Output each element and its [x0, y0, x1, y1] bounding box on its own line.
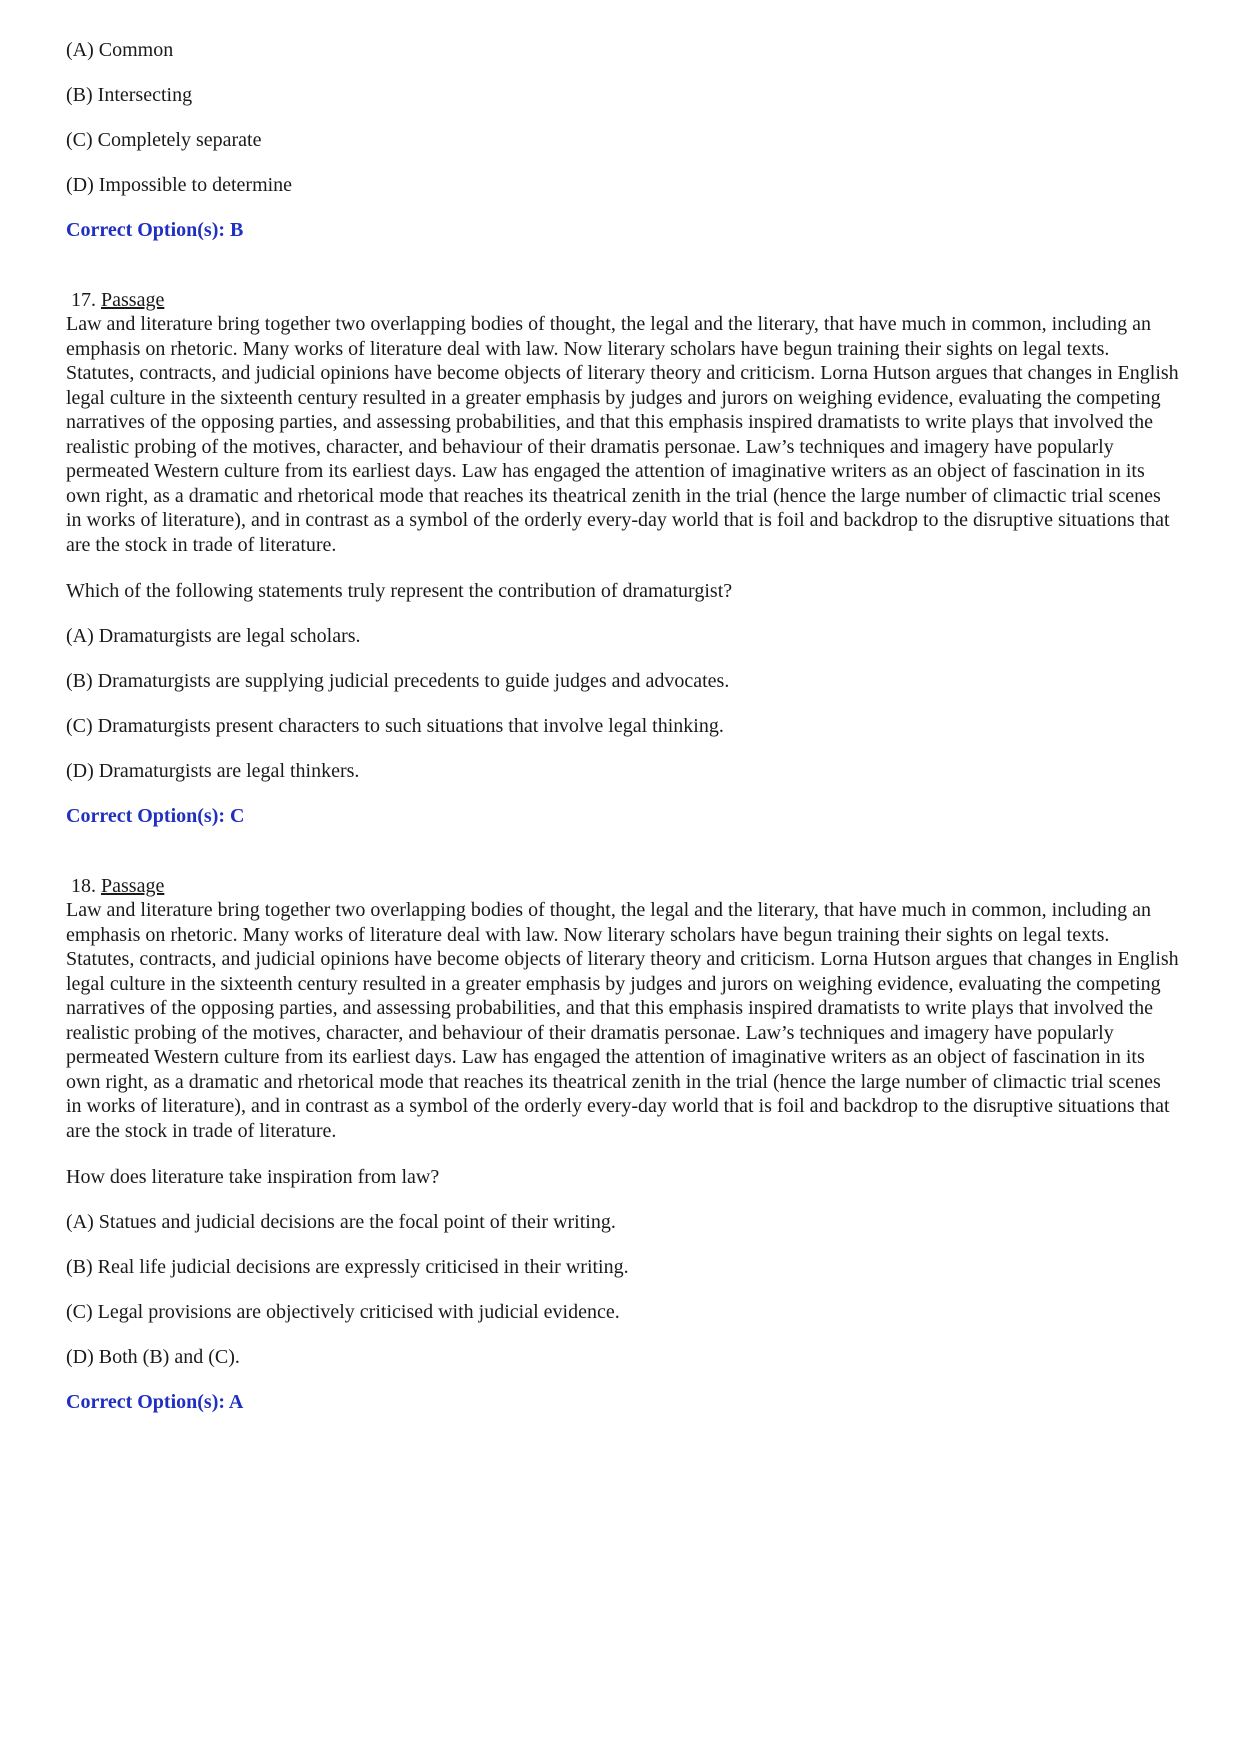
option-c: (C) Completely separate	[66, 129, 262, 151]
question-text: Which of the following statements truly represent the contribution of dramaturgist?	[66, 580, 733, 602]
option-d: (D) Dramaturgists are legal thinkers.	[66, 760, 360, 782]
option-a: (A) Dramaturgists are legal scholars.	[66, 625, 361, 647]
question-header	[66, 288, 1186, 312]
passage-text: Law and literature bring together two overlapping bodies of thought, the legal and the literary, that have much in common, including an emphasis on rhetoric. Many works of literature deal with law. Now literary scholars have begun training their sights on legal texts. Statutes, contracts, and judicial opinions have become objects of literary theory and criticism. Lorna Hutson argues that changes in English legal culture in the sixteenth century resulted in a greater emphasis by judges and jurors on weighing evidence, evaluating the competing narratives of the opposing parties, and assessing probabilities, and that this emphasis inspired dramatists to write plays that involved the realistic probing of the motives, character, and behaviour of their dramatis personae. Law’s techniques and imagery have popularly permeated Western culture from its earliest days. Law has engaged the attention of imaginative writers as an object of fascination in its own right, as a dramatic and rhetorical mode that reaches its theatrical zenith in the trial (hence the large number of climactic trial scenes in works of literature), and in contrast as a symbol of the orderly every-day world that is foil and backdrop to the disruptive situations that are the stock in trade of literature.	[66, 313, 1179, 556]
option-a: (A) Statues and judicial decisions are the focal point of their writing.	[66, 1211, 616, 1233]
passage-label: Passage	[101, 289, 165, 311]
option-a: (A) Common	[66, 39, 174, 61]
question-block-18	[66, 874, 1186, 1416]
correct-answer: Correct Option(s): B	[66, 219, 244, 241]
passage-text: Law and literature bring together two overlapping bodies of thought, the legal and the literary, that have much in common, including an emphasis on rhetoric. Many works of literature deal with law. Now literary scholars have begun training their sights on legal texts. Statutes, contracts, and judicial opinions have become objects of literary theory and criticism. Lorna Hutson argues that changes in English legal culture in the sixteenth century resulted in a greater emphasis by judges and jurors on weighing evidence, evaluating the competing narratives of the opposing parties, and assessing probabilities, and that this emphasis inspired dramatists to write plays that involved the realistic probing of the motives, character, and behaviour of their dramatis personae. Law’s techniques and imagery have popularly permeated Western culture from its earliest days. Law has engaged the attention of imaginative writers as an object of fascination in its own right, as a dramatic and rhetorical mode that reaches its theatrical zenith in the trial (hence the large number of climactic trial scenes in works of literature), and in contrast as a symbol of the orderly every-day world that is foil and backdrop to the disruptive situations that are the stock in trade of literature.	[66, 899, 1179, 1142]
option-b: (B) Real life judicial decisions are expressly criticised in their writing.	[66, 1256, 629, 1278]
option-c: (C) Dramaturgists present characters to such situations that involve legal thinking.	[66, 715, 724, 737]
document-page	[66, 36, 1186, 1416]
question-text: How does literature take inspiration from law?	[66, 1166, 440, 1188]
option-b: (B) Dramaturgists are supplying judicial precedents to guide judges and advocates.	[66, 670, 730, 692]
question-header	[66, 874, 1186, 898]
option-d: (D) Both (B) and (C).	[66, 1346, 240, 1368]
option-d: (D) Impossible to determine	[66, 174, 293, 196]
question-number: 17.	[71, 289, 96, 311]
correct-answer: Correct Option(s): C	[66, 805, 245, 827]
option-b: (B) Intersecting	[66, 84, 193, 106]
prev-question-block	[66, 36, 1186, 244]
correct-answer: Correct Option(s): A	[66, 1391, 244, 1413]
question-block-17	[66, 288, 1186, 830]
passage-label: Passage	[101, 875, 165, 897]
option-c: (C) Legal provisions are objectively criticised with judicial evidence.	[66, 1301, 620, 1323]
question-number: 18.	[71, 875, 96, 897]
